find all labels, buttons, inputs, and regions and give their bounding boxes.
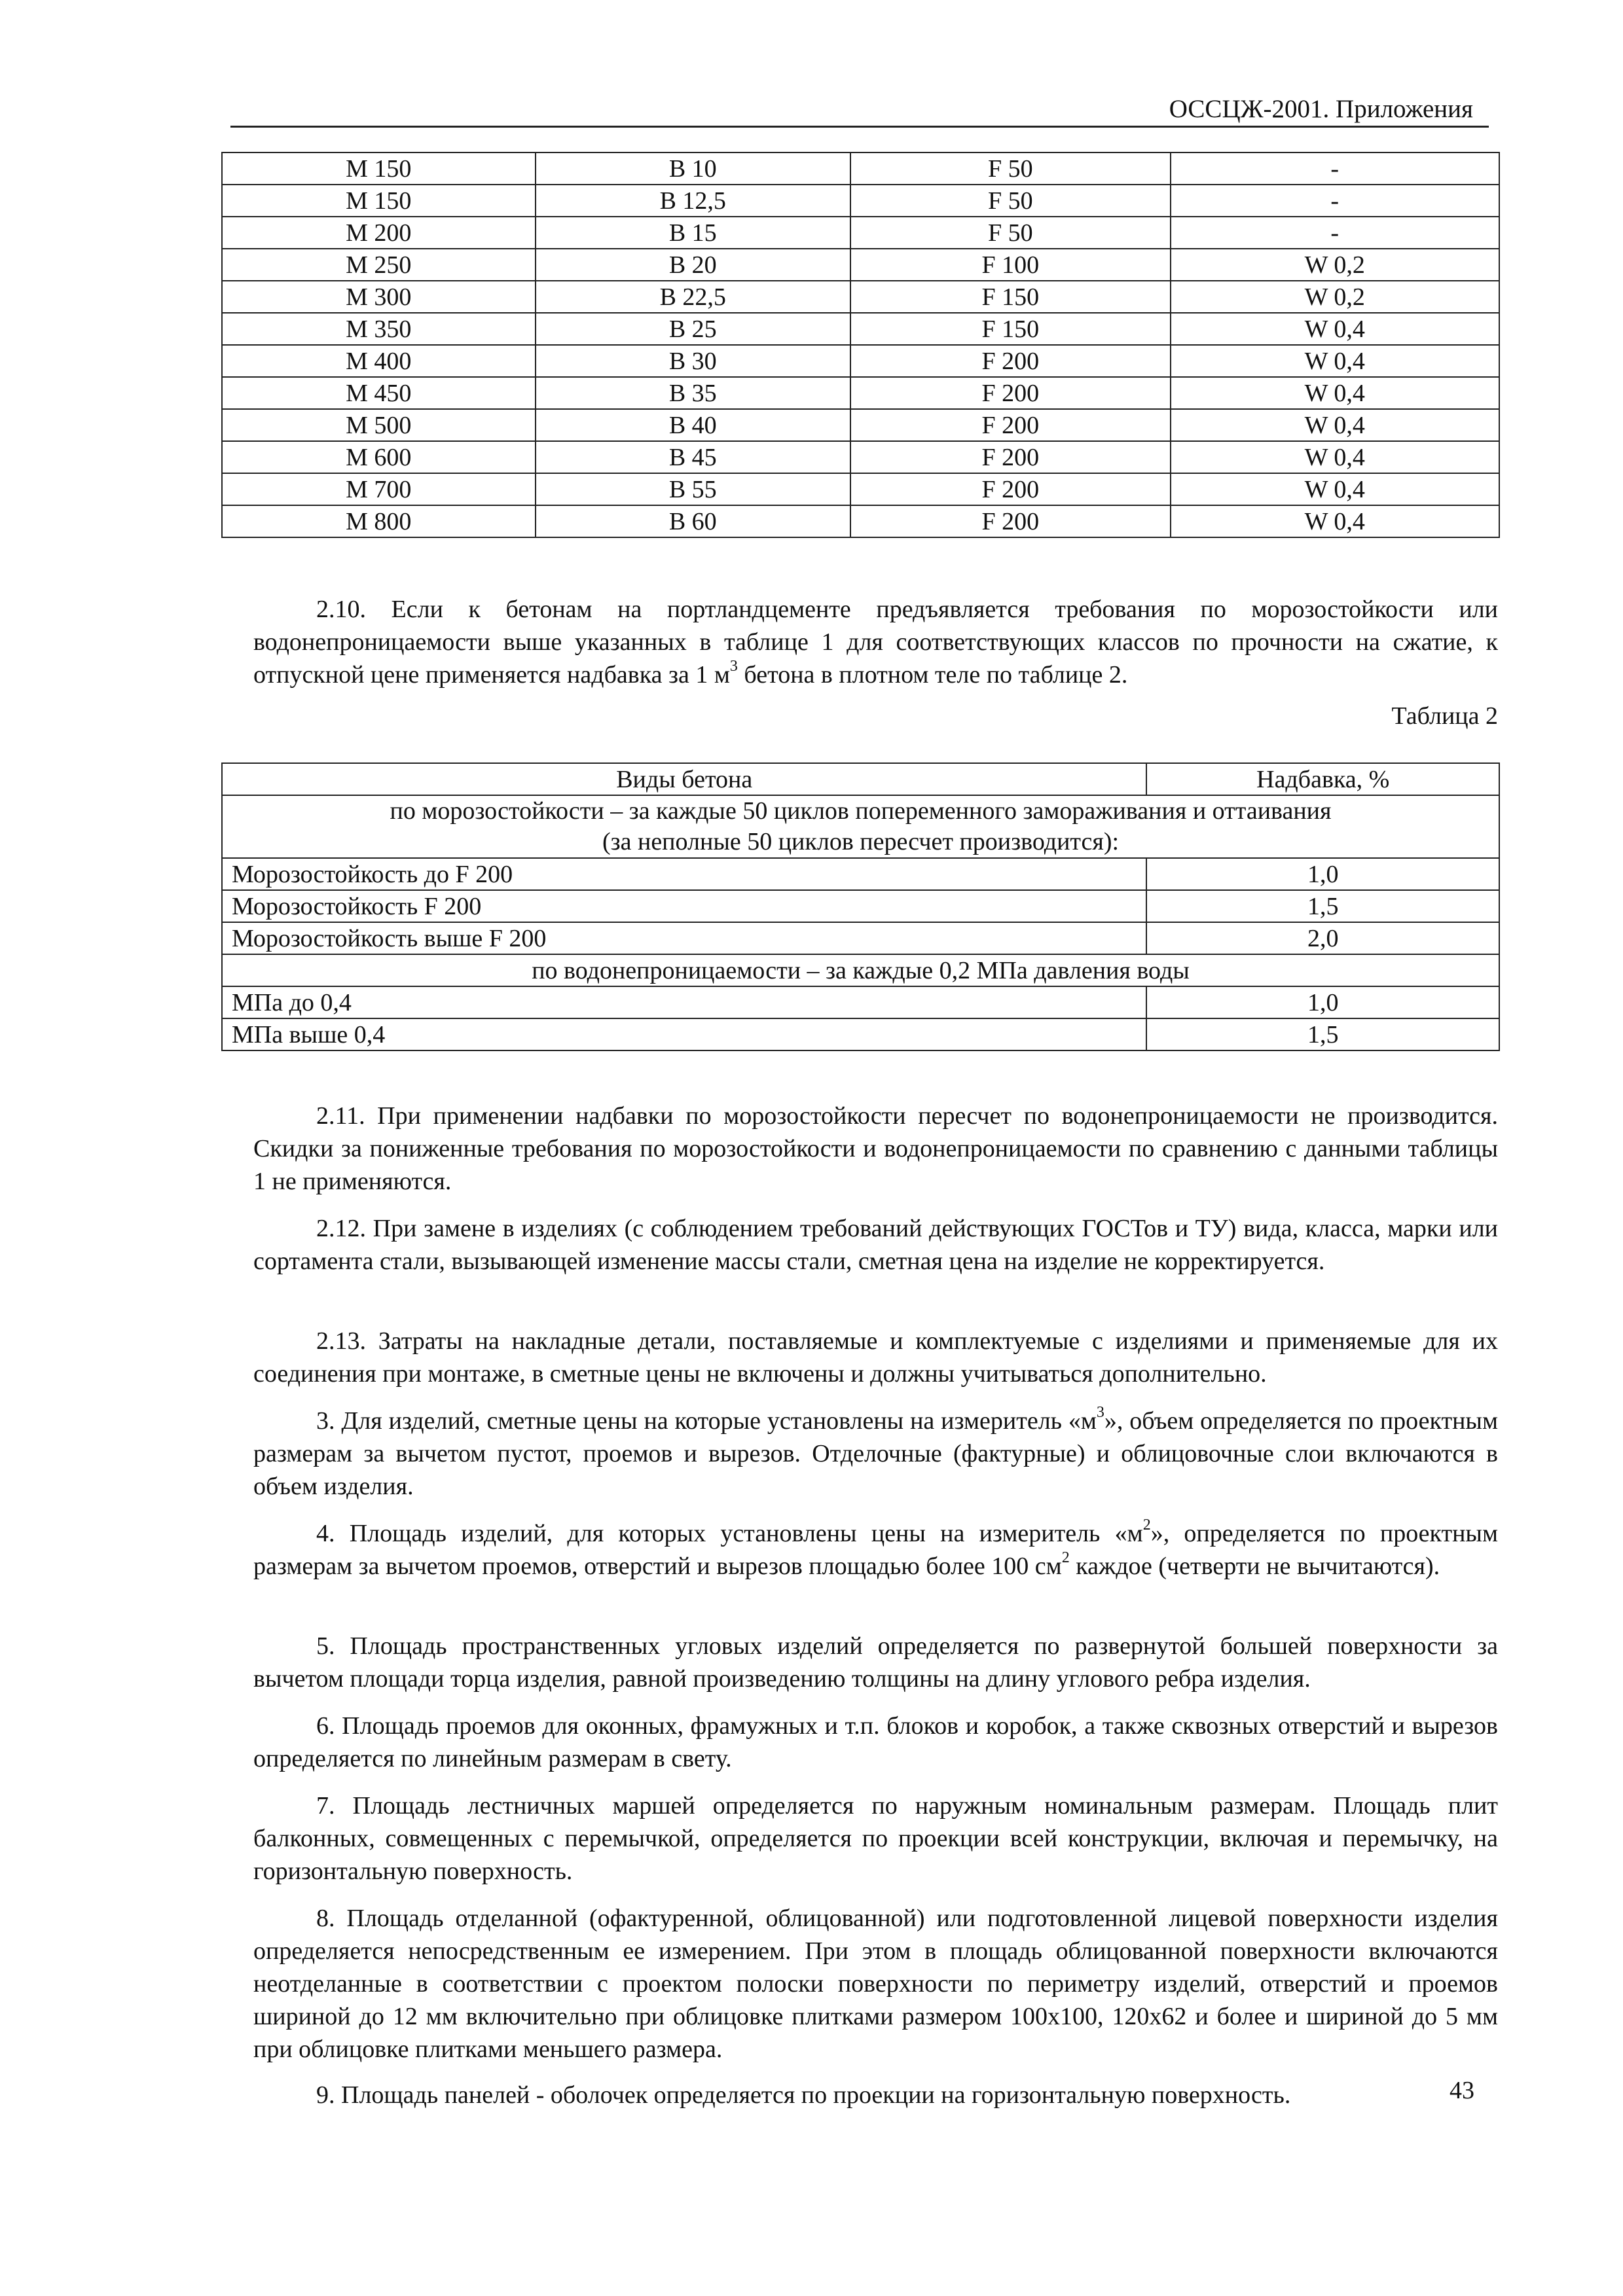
table-cell: F 100 xyxy=(850,249,1170,281)
p4-text-mid: », определяется по проектным размерам за вычетом проемов, отверстий и вырезов площадью более 100 см xyxy=(253,1520,1499,1580)
page-header xyxy=(230,92,1489,128)
p3-text: 3. Для изделий, сметные цены на которые установлены на измеритель «м xyxy=(316,1407,1097,1435)
table-concrete-grades xyxy=(221,152,1500,538)
table-cell: W 0,4 xyxy=(1171,473,1500,505)
table-cell: В 10 xyxy=(536,152,851,185)
header-cell: Надбавка, % xyxy=(1146,763,1499,795)
paragraph-9: 9. Площадь панелей - оболочек определяется по проекции на горизонтальную поверхность. xyxy=(316,2081,1291,2109)
table-cell: МПа до 0,4 xyxy=(222,986,1146,1018)
table-cell: F 150 xyxy=(850,313,1170,345)
table-cell: W 0,4 xyxy=(1171,505,1500,537)
p210-text: 2.10. Если к бетонам на портландцементе предъявляется требования по морозостойкости или водонепроницаемости выше указанных в таблице 1 для соответствующих классов по прочности на сжатие, к отпускной цене применяется надбавка за 1 м xyxy=(253,596,1498,689)
table-row xyxy=(222,185,1499,217)
table-cell: F 200 xyxy=(850,409,1170,441)
table-row xyxy=(222,858,1499,890)
table-cell: F 200 xyxy=(850,377,1170,409)
p4-sup2: 2 xyxy=(1061,1549,1070,1566)
table-surcharges xyxy=(221,762,1500,1051)
table-cell: В 55 xyxy=(536,473,851,505)
table-cell: W 0,2 xyxy=(1171,249,1500,281)
table-cell: В 20 xyxy=(536,249,851,281)
table-header-row xyxy=(222,763,1499,795)
p210-sup: 3 xyxy=(729,658,738,675)
paragraph-7: 7. Площадь лестничных маршей определяется по наружным номинальным размерам. Площадь плит балконных, совмещенных с перемычкой, определяется по проекции всей конструкции, включая и перемычку, на горизонтальную поверхность. xyxy=(253,1792,1498,1885)
table-cell: F 200 xyxy=(850,345,1170,377)
header-cell: Виды бетона xyxy=(222,763,1146,795)
table-cell: М 150 xyxy=(222,185,536,217)
table-cell: F 50 xyxy=(850,217,1170,249)
table-cell: МПа выше 0,4 xyxy=(222,1018,1146,1050)
table-cell: 2,0 xyxy=(1146,922,1499,954)
paragraph-2-10 xyxy=(253,593,1498,691)
table-cell: 1,5 xyxy=(1146,1018,1499,1050)
section-row xyxy=(222,954,1499,986)
p4-text-end: каждое (четверти не вычитаются). xyxy=(1069,1552,1440,1580)
paragraph-2-11: 2.11. При применении надбавки по морозостойкости пересчет по водонепроницаемости не производится. Скидки за пониженные требования по морозостойкости и водонепроницаемости по сравнению с данными таблицы 1 не применяются. xyxy=(253,1102,1498,1195)
table-cell: В 15 xyxy=(536,217,851,249)
table-cell: W 0,4 xyxy=(1171,377,1500,409)
table-cell: W 0,4 xyxy=(1171,409,1500,441)
table-cell: - xyxy=(1171,185,1500,217)
table-cell: - xyxy=(1171,152,1500,185)
section-row xyxy=(222,795,1499,858)
table-cell: М 250 xyxy=(222,249,536,281)
table-cell: F 150 xyxy=(850,281,1170,313)
table-cell: М 500 xyxy=(222,409,536,441)
table-row xyxy=(222,281,1499,313)
table-cell: М 300 xyxy=(222,281,536,313)
section-water: по водонепроницаемости – за каждые 0,2 МПа давления воды xyxy=(222,954,1499,986)
table-cell: В 22,5 xyxy=(536,281,851,313)
table-cell: В 40 xyxy=(536,409,851,441)
table-row xyxy=(222,922,1499,954)
table-cell: 1,0 xyxy=(1146,986,1499,1018)
p4-text: 4. Площадь изделий, для которых установлены цены на измеритель «м xyxy=(316,1520,1143,1547)
p210-text-end: бетона в плотном теле по таблице 2. xyxy=(737,661,1128,689)
table-cell: В 45 xyxy=(536,441,851,473)
table-cell: W 0,4 xyxy=(1171,345,1500,377)
table-row xyxy=(222,986,1499,1018)
table-cell: F 200 xyxy=(850,505,1170,537)
table-row xyxy=(222,409,1499,441)
header-title: ОССЦЖ-2001. Приложения xyxy=(1169,95,1473,123)
table-row xyxy=(222,441,1499,473)
paragraph-8: 8. Площадь отделанной (офактуренной, облицованной) или подготовленной лицевой поверхности изделия определяется непосредственным ее измерением. При этом в площадь облицованной поверхности включаются неотделанные в соответствии с проектом полоски поверхности по периметру изделий, отверстий и проемов шириной до 12 мм включительно при облицовке плитками размером 100х100, 120х62 и более и шириной до 5 мм при облицовке плитками меньшего размера. xyxy=(253,1905,1498,2063)
table-row xyxy=(222,345,1499,377)
table-cell: W 0,4 xyxy=(1171,313,1500,345)
section-frost xyxy=(222,795,1499,858)
table-row xyxy=(222,505,1499,537)
table-cell: М 200 xyxy=(222,217,536,249)
p4-sup: 2 xyxy=(1142,1516,1151,1534)
table-cell: В 25 xyxy=(536,313,851,345)
table-cell: Морозостойкость F 200 xyxy=(222,890,1146,922)
table-cell: F 200 xyxy=(850,441,1170,473)
table-row xyxy=(222,217,1499,249)
table2-caption: Таблица 2 xyxy=(1391,702,1498,730)
paragraph-2-13: 2.13. Затраты на накладные детали, поставляемые и комплектуемые с изделиями и применяемые для их соединения при монтаже, в сметные цены не включены и должны учитываться дополнительно. xyxy=(253,1327,1498,1388)
table-cell: М 350 xyxy=(222,313,536,345)
table-cell: М 800 xyxy=(222,505,536,537)
table-cell: Морозостойкость до F 200 xyxy=(222,858,1146,890)
table-cell: М 600 xyxy=(222,441,536,473)
paragraph-2-12: 2.12. При замене в изделиях (с соблюдением требований действующих ГОСТов и ТУ) вида, класса, марки или сортамента стали, вызывающей изменение массы стали, сметная цена на изделие не корректируется. xyxy=(253,1215,1498,1275)
table-cell: М 450 xyxy=(222,377,536,409)
section-frost-line2: (за неполные 50 циклов пересчет производится): xyxy=(602,828,1120,855)
table-cell: W 0,4 xyxy=(1171,441,1500,473)
paragraph-6: 6. Площадь проемов для оконных, фрамужных и т.п. блоков и коробок, а также сквозных отверстий и вырезов определяется по линейным размерам в свету. xyxy=(253,1712,1498,1772)
table-cell: В 60 xyxy=(536,505,851,537)
table-row xyxy=(222,1018,1499,1050)
table-row xyxy=(222,313,1499,345)
table-cell: В 12,5 xyxy=(536,185,851,217)
p3-sup: 3 xyxy=(1096,1404,1104,1421)
table-cell: F 50 xyxy=(850,152,1170,185)
table-row xyxy=(222,890,1499,922)
table-cell: М 400 xyxy=(222,345,536,377)
table-cell: В 30 xyxy=(536,345,851,377)
p3-text-end: », объем определяется по проектным размерам за вычетом пустот, проемов и вырезов. Отделочные (фактурные) и облицовочные слои включаются в объем изделия. xyxy=(253,1407,1498,1500)
section-frost-line1: по морозостойкости – за каждые 50 циклов попеременного замораживания и оттаивания xyxy=(390,797,1332,825)
table-row xyxy=(222,377,1499,409)
table-cell: М 150 xyxy=(222,152,536,185)
paragraph-3 xyxy=(253,1405,1498,1503)
table-cell: 1,0 xyxy=(1146,858,1499,890)
table-row xyxy=(222,473,1499,505)
table-row xyxy=(222,152,1499,185)
table-cell: - xyxy=(1171,217,1500,249)
table-cell: F 50 xyxy=(850,185,1170,217)
table-cell: W 0,2 xyxy=(1171,281,1500,313)
paragraph-4 xyxy=(253,1517,1498,1583)
table-cell: М 700 xyxy=(222,473,536,505)
table-cell: Морозостойкость выше F 200 xyxy=(222,922,1146,954)
table-cell: В 35 xyxy=(536,377,851,409)
table-cell: F 200 xyxy=(850,473,1170,505)
table-row xyxy=(222,249,1499,281)
paragraph-5: 5. Площадь пространственных угловых изделий определяется по развернутой большей поверхности за вычетом площади торца изделия, равной произведению толщины на длину углового ребра изделия. xyxy=(253,1632,1498,1693)
page-number: 43 xyxy=(1450,2077,1474,2104)
table-cell: 1,5 xyxy=(1146,890,1499,922)
